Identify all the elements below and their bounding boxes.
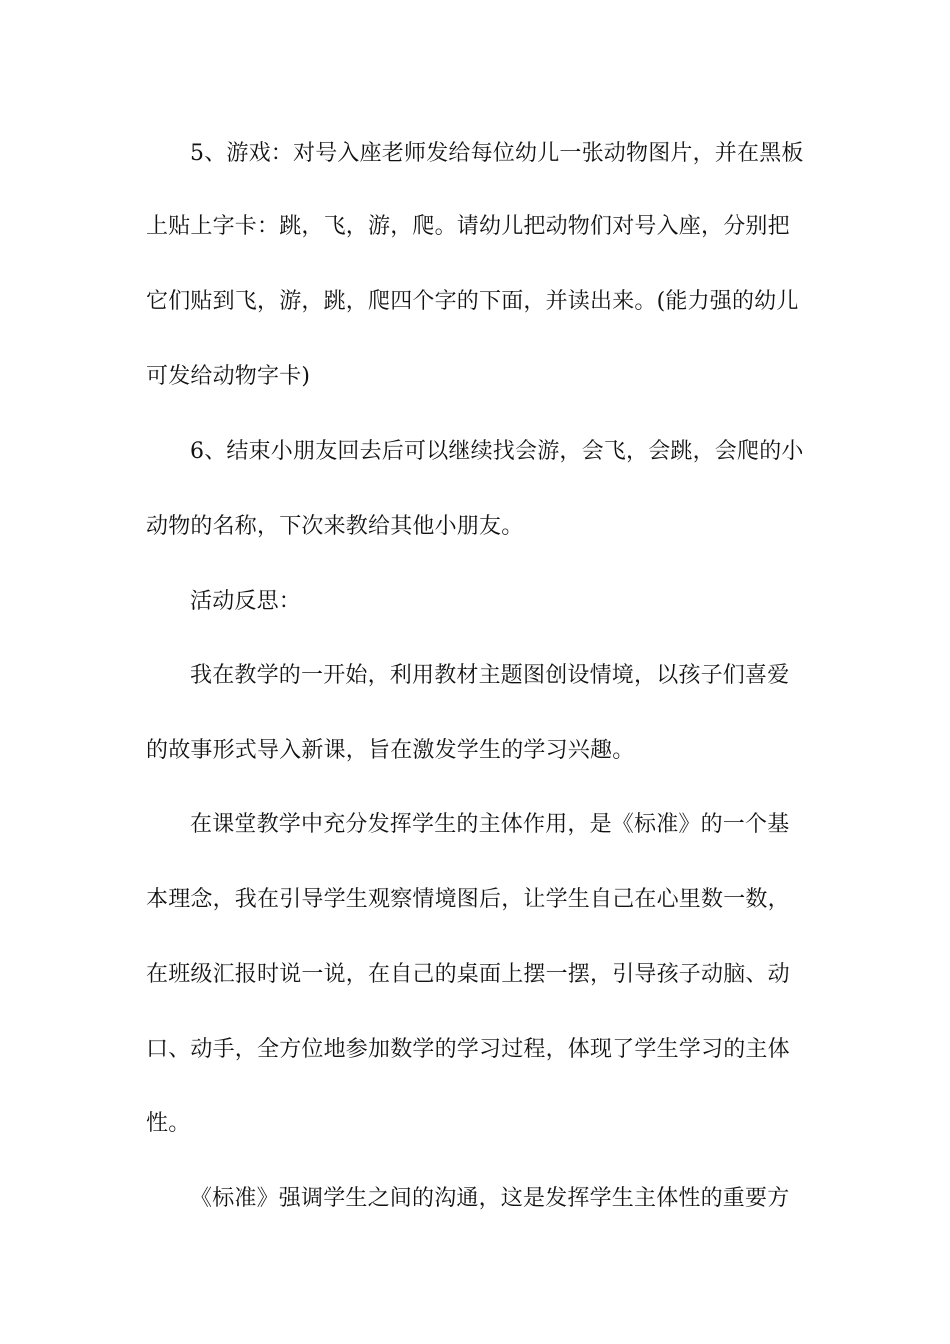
reflection-heading: 活动反思： — [190, 589, 302, 614]
paragraph-5-line-1: 5、游戏：对号入座老师发给每位幼儿一张动物图片，并在黑板 — [190, 141, 804, 166]
subject-paragraph-line-5: 性。 — [146, 1111, 191, 1136]
subject-paragraph-line-2: 本理念，我在引导学生观察情境图后，让学生自己在心里数一数， — [146, 887, 790, 912]
intro-paragraph-line-2: 的故事形式导入新课，旨在激发学生的学习兴趣。 — [146, 738, 635, 763]
paragraph-6-line-2: 动物的名称，下次来教给其他小朋友。 — [146, 514, 524, 539]
standard-paragraph-line-1: 《标准》强调学生之间的沟通，这是发挥学生主体性的重要方 — [190, 1186, 790, 1211]
paragraph-5-line-3: 它们贴到飞，游，跳，爬四个字的下面，并读出来。(能力强的幼儿 — [146, 289, 799, 314]
paragraph-5-line-2: 上贴上字卡：跳，飞，游，爬。请幼儿把动物们对号入座，分别把 — [146, 214, 790, 239]
paragraph-5-line-4: 可发给动物字卡) — [146, 364, 311, 389]
paragraph-6-line-1: 6、结束小朋友回去后可以继续找会游，会飞，会跳，会爬的小 — [190, 439, 804, 464]
subject-paragraph-line-1: 在课堂教学中充分发挥学生的主体作用，是《标准》的一个基 — [190, 812, 790, 837]
intro-paragraph-line-1: 我在教学的一开始，利用教材主题图创设情境，以孩子们喜爱 — [190, 663, 790, 688]
subject-paragraph-line-4: 口、动手，全方位地参加数学的学习过程，体现了学生学习的主体 — [146, 1037, 790, 1062]
subject-paragraph-line-3: 在班级汇报时说一说，在自己的桌面上摆一摆，引导孩子动脑、动 — [146, 962, 790, 987]
